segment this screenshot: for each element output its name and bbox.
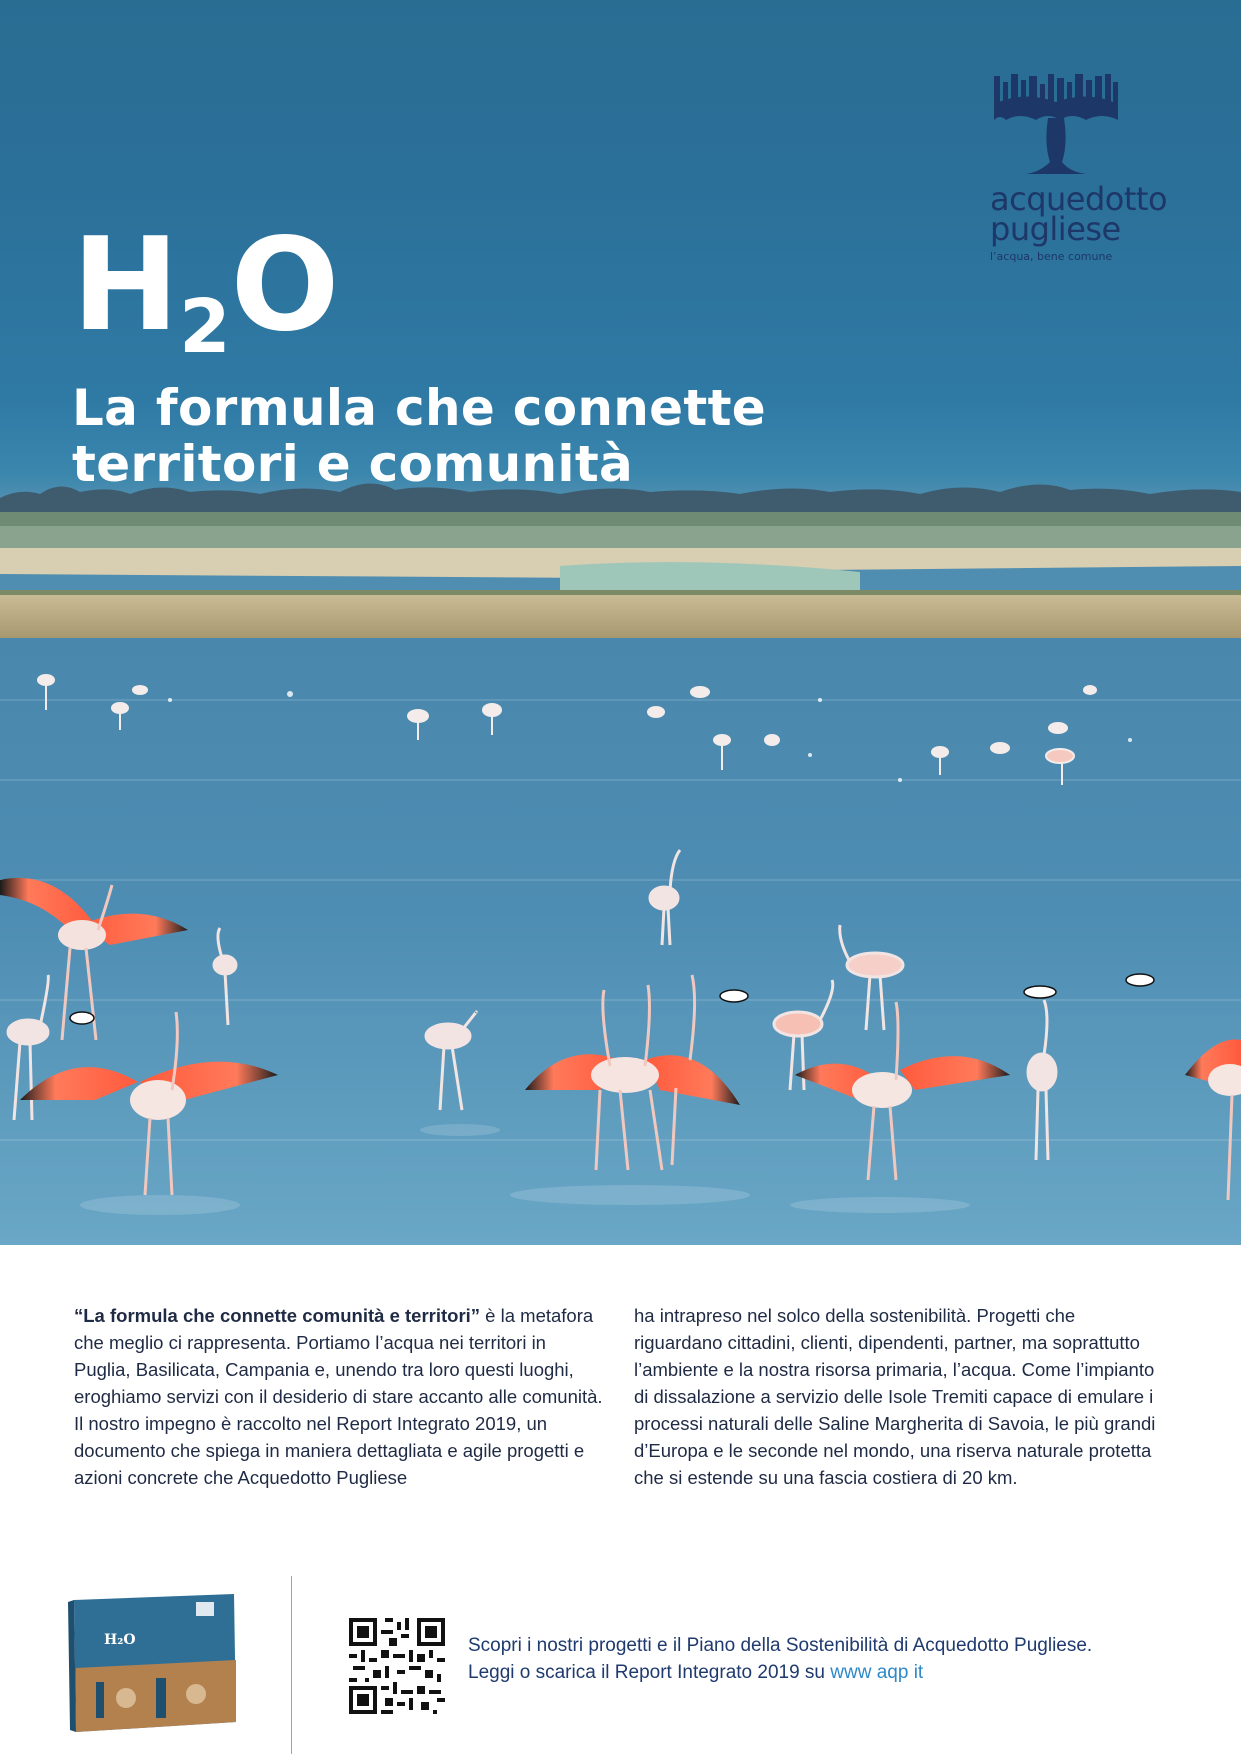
book-title-h2o: H₂O	[104, 1632, 136, 1648]
footer-divider	[291, 1576, 292, 1754]
headline	[72, 211, 767, 493]
body-text	[74, 1302, 1164, 1491]
tagline	[72, 380, 766, 492]
h2o-h: H	[72, 211, 178, 360]
h2o-o: O	[230, 211, 338, 360]
tree-logo-icon	[994, 74, 1118, 178]
text-column-left	[74, 1302, 604, 1491]
qr-code[interactable]	[349, 1618, 445, 1719]
tagline-line-1: La formula che connette	[72, 379, 767, 437]
logo-name-line-2: pugliese	[990, 210, 1121, 248]
cta-line-2	[468, 1659, 1092, 1686]
call-to-action	[468, 1632, 1092, 1686]
cta-line-2-text: Leggi o scarica il Report Integrato 2019 su	[468, 1662, 831, 1683]
report-book-cover[interactable]	[66, 1594, 242, 1739]
intro-rest: è la metafora che meglio ci rappresenta. Portiamo l’acqua nei territori in Puglia, Basilicata, Campania e, unendo tra loro questi luoghi, eroghiamo servizi con il desiderio di stare accanto alle comunità.	[74, 1305, 603, 1407]
paragraph-continuation: ha intrapreso nel solco della sostenibilità. Progetti che riguardano cittadini, clienti, dipendenti, partner, ma soprattutto l’ambiente e la nostra risorsa primaria, l’acqua. Come l’impianto di dissalazione a servizio delle Isole Tremiti capace di emulare i processi naturali delle Saline Margherita di Savoia, le più grandi d’Europa e le seconde nel mondo, una riserva naturale protetta che si estende su una fascia costiera di 20 km.	[634, 1305, 1156, 1488]
cta-line-1: Scopri i nostri progetti e il Piano della Sostenibilità di Acquedotto Pugliese.	[468, 1635, 1093, 1656]
h2o-title	[72, 211, 766, 370]
acquedotto-pugliese-logo	[990, 74, 1180, 263]
paragraph-report: Il nostro impegno è raccolto nel Report Integrato 2019, un documento che spiega in maniera dettagliata e agile progetti e azioni concrete che Acquedotto Pugliese	[74, 1413, 585, 1488]
lead-quote: “La formula che connette comunità e territori”	[74, 1305, 481, 1326]
book-illustration	[66, 1594, 242, 1734]
paragraph-intro	[74, 1302, 604, 1410]
tagline-line-2: territori e comunità	[72, 435, 634, 493]
aqp-website-link[interactable]: www aqp it	[830, 1662, 924, 1683]
qr-code-icon	[349, 1618, 445, 1714]
h2o-subscript: 2	[179, 284, 229, 370]
text-column-right	[634, 1302, 1164, 1491]
logo-name-line-1: acquedotto	[990, 180, 1168, 218]
logo-slogan: l’acqua, bene comune	[990, 250, 1113, 263]
